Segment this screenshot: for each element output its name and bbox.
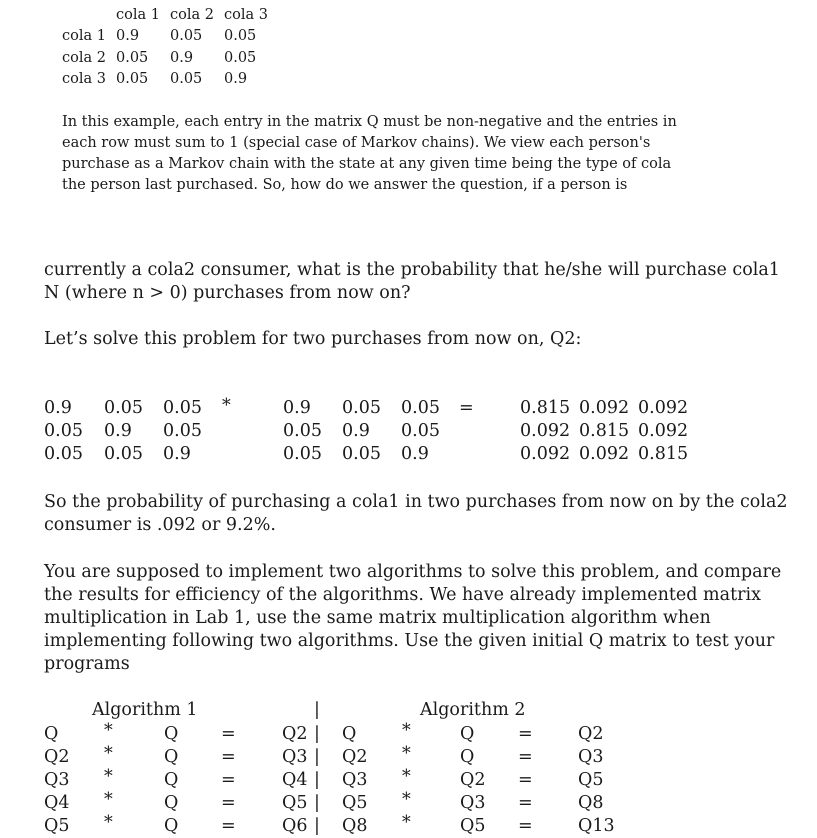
- matrix-cell: 0.9: [163, 444, 191, 464]
- table-cell: 0.9: [224, 71, 248, 87]
- alg2-equals: =: [518, 747, 533, 767]
- col-header: cola 2: [170, 7, 214, 23]
- algorithm-separator: |: [314, 747, 320, 767]
- matrix-cell: 0.092: [579, 398, 630, 418]
- alg1-equals: =: [221, 747, 236, 767]
- equals-operator: =: [459, 398, 474, 418]
- alg1-result: Q3: [282, 747, 308, 767]
- matrix-cell: 0.05: [163, 398, 202, 418]
- alg1-operand-a: Q2: [44, 747, 70, 767]
- alg2-equals: =: [518, 793, 533, 813]
- paragraph-line: currently a cola2 consumer, what is the probability that he/she will purchase cola1: [44, 260, 780, 280]
- alg2-operand-b: Q5: [460, 816, 486, 836]
- table-cell: 0.05: [224, 28, 257, 44]
- alg1-operator: *: [104, 813, 113, 833]
- alg1-operand-b: Q: [164, 747, 179, 767]
- table-cell: 0.9: [170, 50, 194, 66]
- alg1-equals: =: [221, 793, 236, 813]
- matrix-cell: 0.9: [401, 444, 429, 464]
- alg2-operator: *: [402, 744, 411, 764]
- alg1-operand-a: Q5: [44, 816, 70, 836]
- matrix-cell: 0.9: [104, 421, 132, 441]
- alg2-result: Q3: [578, 747, 604, 767]
- alg2-operand-b: Q2: [460, 770, 486, 790]
- matrix-cell: 0.815: [520, 398, 571, 418]
- row-label: cola 2: [62, 50, 106, 66]
- alg2-operand-a: Q2: [342, 747, 368, 767]
- row-label: cola 1: [62, 28, 106, 44]
- matrix-cell: 0.05: [104, 398, 143, 418]
- matrix-cell: 0.05: [401, 398, 440, 418]
- paragraph-line: In this example, each entry in the matrix Q must be non-negative and the entries in: [62, 114, 677, 130]
- alg2-result: Q8: [578, 793, 604, 813]
- paragraph-line: So the probability of purchasing a cola1 in two purchases from now on by the cola2: [44, 492, 788, 512]
- alg2-operand-b: Q: [460, 724, 475, 744]
- matrix-cell: 0.05: [44, 444, 83, 464]
- matrix-cell: 0.092: [638, 398, 689, 418]
- table-cell: 0.05: [170, 28, 203, 44]
- algorithm-2-title: Algorithm 2: [420, 700, 526, 720]
- matrix-cell: 0.092: [520, 421, 571, 441]
- matrix-cell: 0.05: [342, 398, 381, 418]
- alg1-operand-b: Q: [164, 793, 179, 813]
- alg2-operator: *: [402, 813, 411, 833]
- paragraph-line: programs: [44, 654, 130, 674]
- paragraph-line: each row must sum to 1 (special case of Markov chains). We view each person's: [62, 135, 651, 151]
- alg2-operand-a: Q3: [342, 770, 368, 790]
- alg1-operator: *: [104, 721, 113, 741]
- alg1-operand-b: Q: [164, 770, 179, 790]
- table-cell: 0.05: [170, 71, 203, 87]
- matrix-cell: 0.815: [638, 444, 689, 464]
- matrix-cell: 0.9: [44, 398, 72, 418]
- alg2-operator: *: [402, 790, 411, 810]
- alg1-operand-b: Q: [164, 816, 179, 836]
- alg1-operand-a: Q3: [44, 770, 70, 790]
- table-cell: 0.05: [116, 50, 149, 66]
- matrix-cell: 0.092: [579, 444, 630, 464]
- algorithm-separator: |: [314, 770, 320, 790]
- paragraph-line: You are supposed to implement two algorithms to solve this problem, and compare: [44, 562, 782, 582]
- alg1-equals: =: [221, 724, 236, 744]
- matrix-cell: 0.092: [638, 421, 689, 441]
- paragraph-line: the person last purchased. So, how do we answer the question, if a person is: [62, 177, 628, 193]
- alg1-operand-a: Q: [44, 724, 59, 744]
- alg1-result: Q2: [282, 724, 308, 744]
- alg2-operand-b: Q: [460, 747, 475, 767]
- paragraph-line: purchase as a Markov chain with the state at any given time being the type of cola: [62, 156, 672, 172]
- table-cell: 0.05: [224, 50, 257, 66]
- alg2-operand-a: Q5: [342, 793, 368, 813]
- algorithm-separator: |: [314, 816, 320, 836]
- alg1-result: Q6: [282, 816, 308, 836]
- matrix-cell: 0.05: [283, 421, 322, 441]
- alg2-result: Q13: [578, 816, 615, 836]
- alg2-result: Q5: [578, 770, 604, 790]
- matrix-cell: 0.05: [342, 444, 381, 464]
- algorithm-1-title: Algorithm 1: [92, 700, 198, 720]
- alg1-equals: =: [221, 770, 236, 790]
- alg2-equals: =: [518, 816, 533, 836]
- alg2-result: Q2: [578, 724, 604, 744]
- matrix-cell: 0.05: [283, 444, 322, 464]
- matrix-cell: 0.815: [579, 421, 630, 441]
- matrix-cell: 0.05: [401, 421, 440, 441]
- alg2-operand-a: Q: [342, 724, 357, 744]
- alg2-operand-b: Q3: [460, 793, 486, 813]
- alg2-operator: *: [402, 767, 411, 787]
- alg2-operator: *: [402, 721, 411, 741]
- alg1-result: Q4: [282, 770, 308, 790]
- alg1-operator: *: [104, 744, 113, 764]
- alg1-equals: =: [221, 816, 236, 836]
- paragraph-line: implementing following two algorithms. Use the given initial Q matrix to test your: [44, 631, 775, 651]
- alg2-equals: =: [518, 770, 533, 790]
- col-header: cola 1: [116, 7, 160, 23]
- matrix-cell: 0.092: [520, 444, 571, 464]
- table-cell: 0.9: [116, 28, 140, 44]
- row-label: cola 3: [62, 71, 106, 87]
- algorithm-separator: |: [314, 793, 320, 813]
- col-header: cola 3: [224, 7, 268, 23]
- table-cell: 0.05: [116, 71, 149, 87]
- matrix-cell: 0.9: [342, 421, 370, 441]
- paragraph-line: N (where n > 0) purchases from now on?: [44, 283, 411, 303]
- matrix-cell: 0.05: [104, 444, 143, 464]
- solve-line: Let’s solve this problem for two purchases from now on, Q2:: [44, 329, 582, 349]
- alg1-result: Q5: [282, 793, 308, 813]
- matrix-cell: 0.05: [44, 421, 83, 441]
- alg1-operand-a: Q4: [44, 793, 70, 813]
- alg1-operator: *: [104, 790, 113, 810]
- alg2-operand-a: Q8: [342, 816, 368, 836]
- alg2-equals: =: [518, 724, 533, 744]
- algorithm-separator: |: [314, 700, 320, 720]
- matrix-cell: 0.9: [283, 398, 311, 418]
- algorithm-separator: |: [314, 724, 320, 744]
- paragraph-line: consumer is .092 or 9.2%.: [44, 515, 276, 535]
- paragraph-line: multiplication in Lab 1, use the same matrix multiplication algorithm when: [44, 608, 711, 628]
- paragraph-line: the results for efficiency of the algorithms. We have already implemented matrix: [44, 585, 761, 605]
- alg1-operand-b: Q: [164, 724, 179, 744]
- multiply-operator: *: [222, 396, 231, 416]
- matrix-cell: 0.05: [163, 421, 202, 441]
- alg1-operator: *: [104, 767, 113, 787]
